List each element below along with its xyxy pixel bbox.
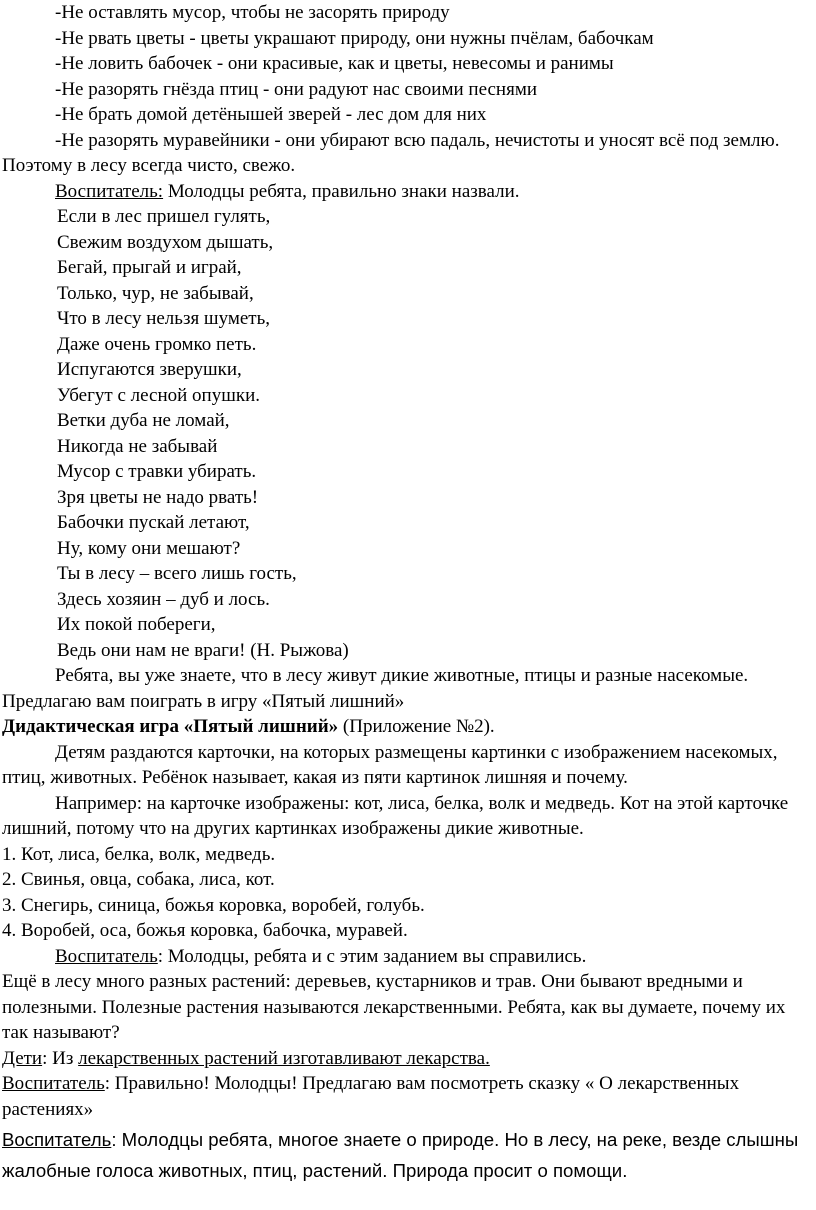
poem-line: Что в лесу нельзя шуметь, [57, 308, 270, 329]
game-item: 4. Воробей, оса, божья коровка, бабочка, муравей. [2, 920, 408, 941]
game-item: 3. Снегирь, синица, божья коровка, воробей, голубь. [2, 894, 425, 916]
rule-line: -Не брать домой детёнышей зверей - лес дом для них [55, 104, 487, 125]
game-example-paragraph: Например: на карточке изображены: кот, лиса, белка, волк и медведь. Кот на этой карточке лишний, потому что на других картинках изображены дикие животные. [2, 792, 789, 839]
teacher-help-paragraph [2, 1124, 814, 1186]
poem-line: Убегут с лесной опушки. [57, 384, 260, 406]
game-heading [2, 714, 814, 740]
poem-line: Свежим воздухом дышать, [57, 231, 274, 253]
poem [2, 204, 814, 663]
poem-line: Зря цветы не надо рвать! [57, 486, 259, 508]
document-body [2, 0, 814, 1186]
teacher-tale-paragraph [2, 1071, 814, 1122]
teacher-done-paragraph [2, 944, 814, 970]
game-item: 2. Свинья, овца, собака, лиса, кот. [2, 869, 275, 890]
poem-line: Если в лес пришел гулять, [57, 206, 271, 227]
game-item: 1. Кот, лиса, белка, волк, медведь. [2, 843, 276, 865]
speaker-label: Дети [2, 1047, 43, 1069]
poem-line: Мусор с травки убирать. [57, 461, 257, 482]
poem-line: Ведь они нам не враги! (Н. Рыжова) [57, 639, 349, 661]
rule-line: -Не разорять гнёзда птиц - они радуют нас своими песнями [55, 78, 538, 100]
speech-text: : Молодцы, ребята и с этим заданием вы справились. [157, 945, 587, 967]
game-description-paragraph: Детям раздаются карточки, на которых размещены картинки с изображением насекомых, птиц, животных. Ребёнок называет, какая из пяти картинок лишняя и почему. [2, 741, 778, 788]
poem-line: Бегай, прыгай и играй, [57, 257, 242, 278]
poem-line: Их покой побереги, [57, 614, 216, 635]
poem-line: Здесь хозяин – дуб и лось. [57, 588, 270, 610]
poem-line: Ты в лесу – всего лишь гость, [57, 563, 297, 584]
plants-paragraph: Ещё в лесу много разных растений: деревьев, кустарников и трав. Они бывают вредными и полезными. Полезные растения называются лекарственными. Ребята, как вы думаете, почему их так называют? [2, 971, 786, 1043]
children-answer-paragraph [2, 1046, 814, 1072]
speaker-label: Воспитатель [55, 945, 158, 967]
speaker-label: Воспитатель [2, 1073, 105, 1094]
poem-line: Бабочки пускай летают, [57, 512, 250, 533]
speech-text: Молодцы ребята, правильно знаки назвали. [163, 180, 520, 202]
rule-line: -Не ловить бабочек - они красивые, как и цветы, невесомы и ранимы [55, 53, 614, 74]
game-note: (Приложение №2). [338, 716, 495, 737]
rule-line: -Не оставлять мусор, чтобы не засорять природу [55, 2, 450, 23]
speech-text-underlined: лекарственных растений изготавливают лекарства. [78, 1047, 490, 1069]
poem-line: Никогда не забывай [57, 435, 218, 457]
speaker-label: Воспитатель: [55, 180, 164, 202]
poem-line: Только, чур, не забывай, [57, 282, 254, 304]
game-title: Дидактическая игра «Пятый лишний» [2, 716, 339, 737]
poem-line: Испугаются зверушки, [57, 359, 242, 380]
teacher-praise-paragraph [2, 179, 814, 205]
speech-text: : Из [42, 1047, 79, 1069]
rule-line: -Не рвать цветы - цветы украшают природу, они нужны пчёлам, бабочкам [55, 27, 654, 49]
speech-text: : Правильно! Молодцы! Предлагаю вам посмотреть сказку « О лекарственных растениях» [2, 1073, 740, 1120]
poem-line: Ну, кому они мешают? [57, 537, 241, 559]
poem-line: Ветки дуба не ломай, [57, 410, 230, 431]
game-intro-paragraph: Ребята, вы уже знаете, что в лесу живут дикие животные, птицы и разные насекомые. Предлагаю вам поиграть в игру «Пятый лишний» [2, 665, 749, 712]
speech-text: : Молодцы ребята, многое знаете о природе. Но в лесу, на реке, везде слышны жалобные голоса животных, птиц, растений. Природа просит о помощи. [2, 1129, 799, 1181]
speaker-label: Воспитатель [2, 1129, 112, 1150]
rule-line: -Не разорять муравейники - они убирают всю падаль, нечистоты и уносят всё под землю. Поэтому в лесу всегда чисто, свежо. [2, 129, 780, 176]
poem-line: Даже очень громко петь. [57, 333, 257, 355]
